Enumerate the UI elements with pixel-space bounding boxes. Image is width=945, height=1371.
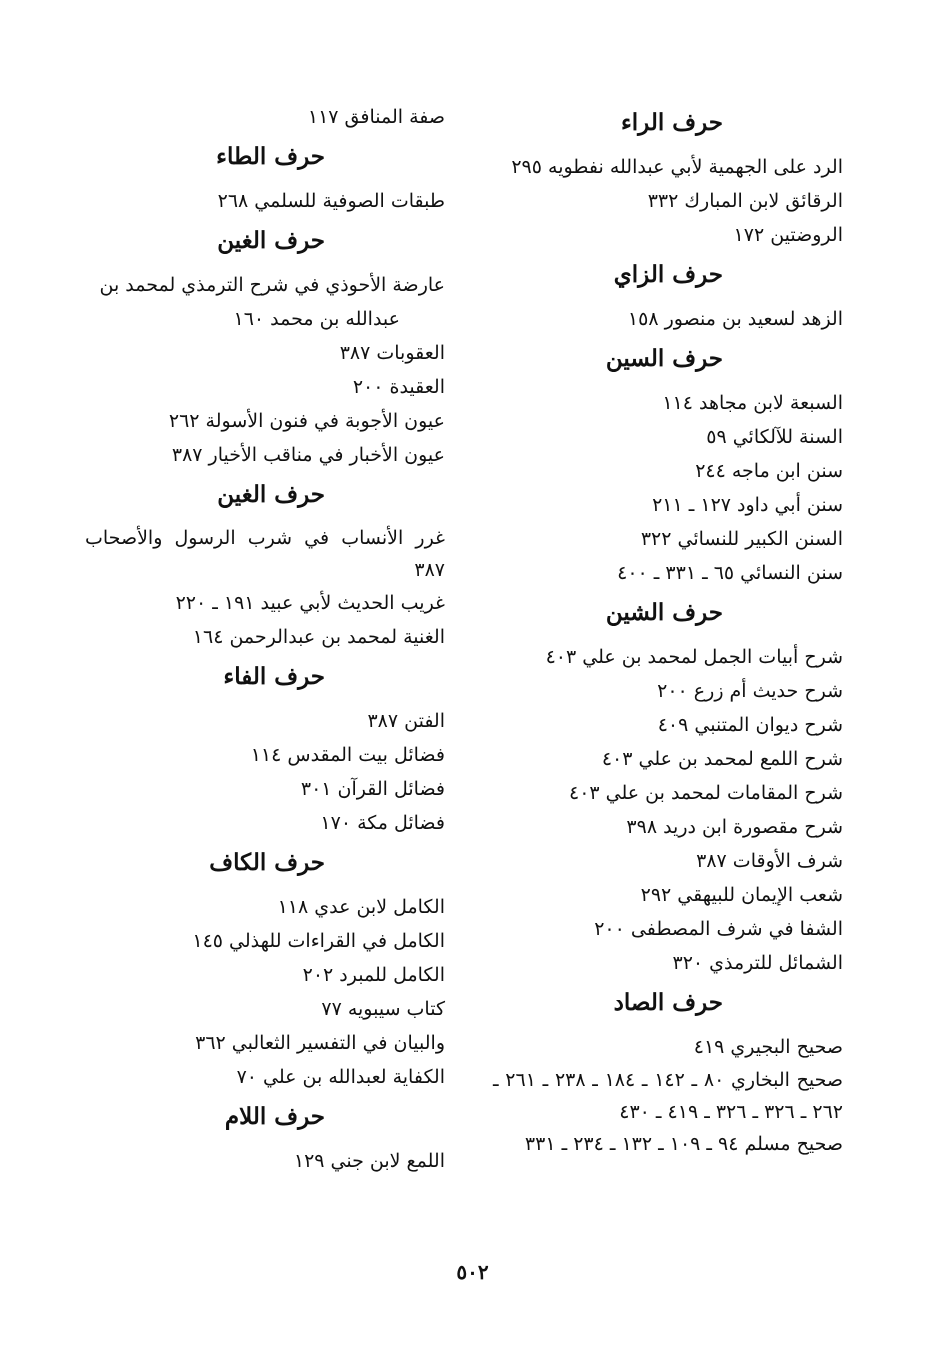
index-entry: عبدالله بن محمد ١٦٠ — [233, 308, 400, 330]
section-heading: حرف الغين — [217, 481, 325, 508]
index-entry: الكامل في القراءات للهذلي ١٤٥ — [192, 930, 445, 952]
index-entry: صحيح البجيري ٤١٩ — [693, 1036, 843, 1058]
index-entry: شعب الإيمان للبيهقي ٢٩٢ — [640, 884, 843, 906]
section-heading: حرف الغين — [217, 227, 325, 254]
index-entry: عيون الأجوبة في فنون الأسولة ٢٦٢ — [168, 410, 445, 432]
section-heading: حرف السين — [605, 345, 723, 372]
index-entry: صحيح مسلم ٩٤ ـ ١٠٩ ـ ١٣٢ ـ ٢٣٤ ـ ٣٣١ — [524, 1133, 843, 1155]
index-entry: الفتن ٣٨٧ — [367, 710, 445, 732]
index-entry: اللمع لابن جني ١٢٩ — [293, 1150, 445, 1172]
index-entry: العقوبات ٣٨٧ — [339, 342, 445, 364]
section-heading: حرف الراء — [620, 109, 723, 136]
index-entry: الغنية لمحمد بن عبدالرحمن ١٦٤ — [192, 626, 445, 648]
index-entry: الكفاية لعبدالله بن علي ٧٠ — [236, 1066, 445, 1088]
index-entry: فضائل بيت المقدس ١١٤ — [250, 744, 445, 766]
index-entry: شرف الأوقات ٣٨٧ — [696, 850, 843, 872]
index-entry: عيون الأخبار في مناقب الأخيار ٣٨٧ — [171, 444, 445, 466]
index-entry: شرح حديث أم زرع ٢٠٠ — [657, 680, 843, 702]
index-entry: شرح المقامات لمحمد بن علي ٤٠٣ — [568, 782, 843, 804]
index-entry: صحيح البخاري ٨٠ ـ ١٤٢ ـ ١٨٤ ـ ٢٣٨ ـ ٢٦١ ـ ٢٦٢ ـ ٣٢٦ ـ ٣٢٦ ـ ٤١٩ ـ ٤٣٠ — [493, 1069, 844, 1123]
index-entry: السنن الكبير للنسائي ٣٢٢ — [640, 528, 843, 550]
index-entry: شرح ديوان المتنبي ٤٠٩ — [657, 714, 843, 736]
index-entry: السبعة لابن مجاهد ١١٤ — [662, 392, 843, 414]
section-heading: حرف الفاء — [223, 663, 325, 690]
index-entry: الروضتين ١٧٢ — [733, 224, 843, 246]
index-entry: الرد على الجهمية لأبي عبدالله نفطويه ٢٩٥ — [511, 156, 843, 178]
index-entry: العقيدة ٢٠٠ — [352, 376, 445, 398]
section-heading: حرف الكاف — [209, 849, 325, 876]
index-entry: شرح أبيات الجمل لمحمد بن علي ٤٠٣ — [545, 646, 843, 668]
index-entry: الكامل لابن عدي ١١٨ — [277, 896, 445, 918]
section-heading: حرف اللام — [224, 1103, 325, 1130]
index-entry: عارضة الأحوذي في شرح الترمذي لمحمد بن — [99, 274, 445, 296]
index-entry: غرر الأنساب في شرب الرسول والأصحاب ٣٨٧ — [85, 527, 445, 581]
page-number: ٥٠٢ — [456, 1260, 489, 1284]
index-entry: سنن النسائي ٦٥ ـ ٣٣١ ـ ٤٠٠ — [617, 562, 843, 584]
index-entry: شرح مقصورة ابن دريد ٣٩٨ — [626, 816, 843, 838]
index-entry: الزهد لسعيد بن منصور ١٥٨ — [627, 308, 843, 330]
index-entry: الرقائق لابن المبارك ٣٣٢ — [647, 190, 843, 212]
index-entry: الشمائل للترمذي ٣٢٠ — [672, 952, 843, 974]
index-entry: والبيان في التفسير الثعالبي ٣٦٢ — [195, 1032, 445, 1054]
index-entry: السنة للآلكائي ٥٩ — [706, 426, 843, 448]
index-entry: الشفا في شرف المصطفى ٢٠٠ — [594, 918, 843, 940]
index-entry: غريب الحديث لأبي عبيد ١٩١ ـ ٢٢٠ — [175, 592, 445, 614]
section-heading: حرف الصاد — [613, 989, 723, 1016]
index-entry: شرح اللمع لمحمد بن علي ٤٠٣ — [601, 748, 843, 770]
index-entry: الكامل للمبرد ٢٠٢ — [302, 964, 445, 986]
index-entry: صفة المنافق ١١٧ — [307, 106, 445, 128]
index-entry: طبقات الصوفية للسلمي ٢٦٨ — [217, 190, 445, 212]
section-heading: حرف الزاي — [613, 261, 723, 288]
left-column — [85, 100, 445, 1178]
section-heading: حرف الشين — [605, 599, 723, 626]
index-entry: سنن أبي داود ١٢٧ ـ ٢١١ — [652, 494, 843, 516]
section-heading: حرف الطاء — [216, 143, 325, 170]
right-column — [493, 100, 843, 1160]
index-entry: كتاب سيبويه ٧٧ — [321, 998, 445, 1020]
index-entry: سنن ابن ماجه ٢٤٤ — [695, 460, 843, 482]
index-entry: فضائل القرآن ٣٠١ — [300, 778, 445, 800]
index-entry: فضائل مكة ١٧٠ — [320, 812, 445, 834]
